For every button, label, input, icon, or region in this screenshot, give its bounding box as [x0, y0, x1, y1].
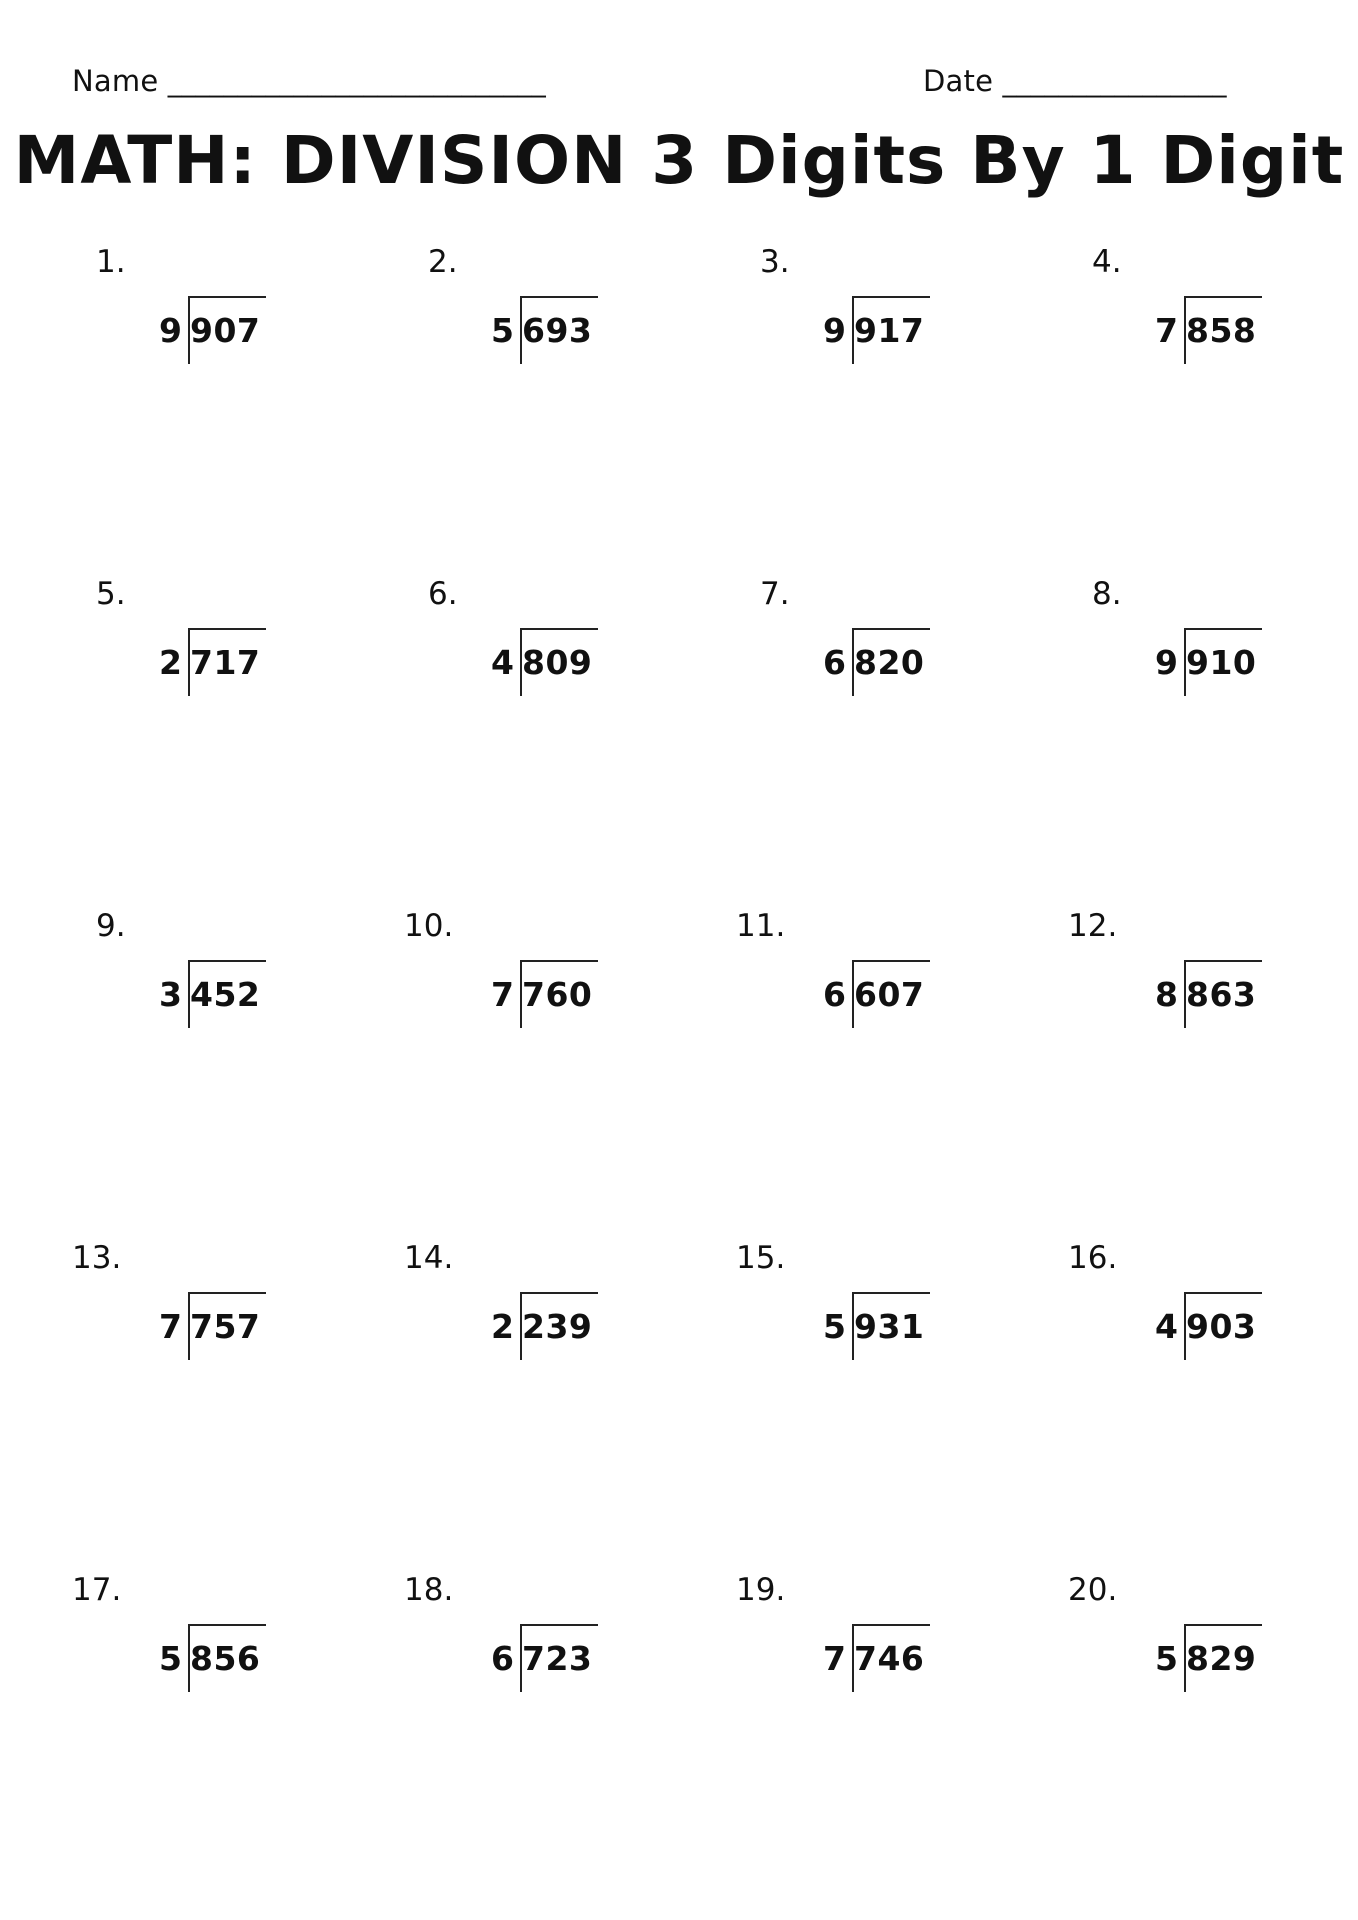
date-label: Date	[923, 64, 994, 98]
divisor: 9	[159, 311, 182, 350]
divisor: 9	[823, 311, 846, 350]
divisor: 7	[159, 1307, 182, 1346]
problem-11[interactable]	[736, 908, 970, 1038]
dividend: 757	[190, 1307, 261, 1346]
problem-number: 13.	[72, 1240, 122, 1276]
divisor: 4	[1155, 1307, 1178, 1346]
problem-number: 14.	[404, 1240, 454, 1276]
divisor: 4	[491, 643, 514, 682]
dividend: 239	[522, 1307, 593, 1346]
dividend: 809	[522, 643, 593, 682]
dividend: 856	[190, 1639, 261, 1678]
problem-number: 9.	[96, 908, 126, 944]
divisor: 5	[491, 311, 514, 350]
dividend: 693	[522, 311, 593, 350]
problem-number: 18.	[404, 1572, 454, 1608]
dividend: 903	[1186, 1307, 1257, 1346]
problem-7[interactable]	[750, 576, 970, 706]
problem-4[interactable]	[1082, 244, 1302, 374]
dividend: 607	[854, 975, 925, 1014]
problem-number: 15.	[736, 1240, 786, 1276]
divisor: 6	[823, 643, 846, 682]
date-blank-line[interactable]: ________________	[1002, 65, 1227, 98]
divisor: 7	[1155, 311, 1178, 350]
divisor: 5	[159, 1639, 182, 1678]
problem-number: 7.	[760, 576, 790, 612]
problem-number: 1.	[96, 244, 126, 280]
page-title: MATH: DIVISION 3 Digits By 1 Digit	[13, 122, 1345, 199]
dividend: 863	[1186, 975, 1257, 1014]
problem-5[interactable]	[86, 576, 306, 706]
problem-number: 19.	[736, 1572, 786, 1608]
divisor: 8	[1155, 975, 1178, 1014]
problem-number: 17.	[72, 1572, 122, 1608]
problem-number: 16.	[1068, 1240, 1118, 1276]
dividend: 931	[854, 1307, 925, 1346]
problem-number: 5.	[96, 576, 126, 612]
date-field[interactable]	[923, 64, 1227, 98]
problem-16[interactable]	[1068, 1240, 1302, 1370]
problem-14[interactable]	[404, 1240, 638, 1370]
dividend: 858	[1186, 311, 1257, 350]
problem-1[interactable]	[86, 244, 306, 374]
problem-9[interactable]	[86, 908, 306, 1038]
problem-number: 6.	[428, 576, 458, 612]
name-field[interactable]	[72, 64, 546, 98]
problem-13[interactable]	[72, 1240, 306, 1370]
problem-19[interactable]	[736, 1572, 970, 1702]
dividend: 917	[854, 311, 925, 350]
dividend: 829	[1186, 1639, 1257, 1678]
problem-number: 20.	[1068, 1572, 1118, 1608]
divisor: 2	[491, 1307, 514, 1346]
name-label: Name	[72, 64, 159, 98]
divisor: 6	[823, 975, 846, 1014]
dividend: 746	[854, 1639, 925, 1678]
divisor: 7	[823, 1639, 846, 1678]
problem-10[interactable]	[404, 908, 638, 1038]
problem-2[interactable]	[418, 244, 638, 374]
problem-number: 8.	[1092, 576, 1122, 612]
dividend: 717	[190, 643, 261, 682]
problem-17[interactable]	[72, 1572, 306, 1702]
dividend: 820	[854, 643, 925, 682]
divisor: 6	[491, 1639, 514, 1678]
dividend: 452	[190, 975, 261, 1014]
problem-15[interactable]	[736, 1240, 970, 1370]
divisor: 5	[823, 1307, 846, 1346]
problem-number: 2.	[428, 244, 458, 280]
problem-8[interactable]	[1082, 576, 1302, 706]
name-blank-line[interactable]: ___________________________	[167, 65, 546, 98]
problem-number: 10.	[404, 908, 454, 944]
problem-number: 12.	[1068, 908, 1118, 944]
dividend: 723	[522, 1639, 593, 1678]
divisor: 7	[491, 975, 514, 1014]
divisor: 9	[1155, 643, 1178, 682]
problem-number: 4.	[1092, 244, 1122, 280]
problem-6[interactable]	[418, 576, 638, 706]
problem-number: 11.	[736, 908, 786, 944]
divisor: 3	[159, 975, 182, 1014]
problem-20[interactable]	[1068, 1572, 1302, 1702]
dividend: 907	[190, 311, 261, 350]
divisor: 5	[1155, 1639, 1178, 1678]
divisor: 2	[159, 643, 182, 682]
dividend: 760	[522, 975, 593, 1014]
dividend: 910	[1186, 643, 1257, 682]
problem-3[interactable]	[750, 244, 970, 374]
problem-12[interactable]	[1068, 908, 1302, 1038]
problem-number: 3.	[760, 244, 790, 280]
problem-18[interactable]	[404, 1572, 638, 1702]
